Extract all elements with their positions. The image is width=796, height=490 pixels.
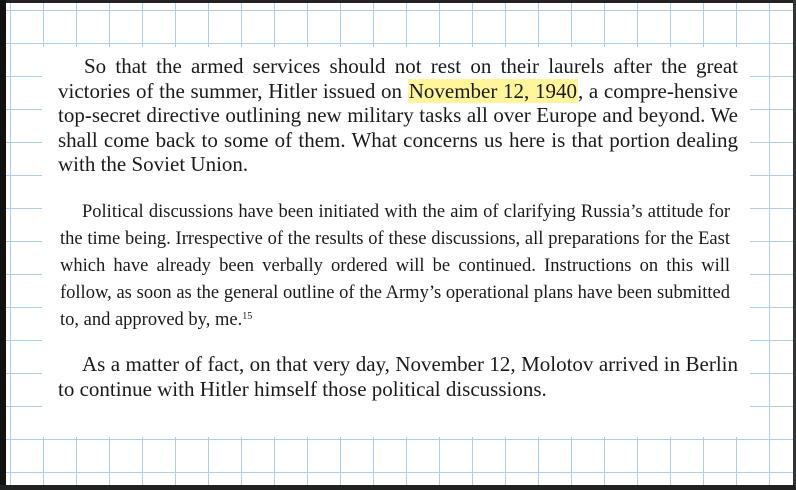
opening-text-continued: , a compre-hensive top-secret directive outlining new military tasks all over Europe and beyond. We shall come back to some of them. What concerns us here is that portion dealing with the Soviet Union. — [58, 78, 738, 176]
scan-border-left — [0, 0, 6, 490]
scan-border-top — [0, 0, 796, 3]
opening-text: So that the armed services should not rest on their laurels after the great victories of the summer, Hitler issued on — [58, 54, 738, 103]
quote-text: Political discussions have been initiated with the aim of clarifying Russia’s attitude for the time being. Irrespective of the results of these discussions, all preparations for the East which have already been verbally ordered will be continued. Instructions on this will follow, as soon as the general outline of the Army’s operational plans have been submitted to, and approved by, me. — [60, 202, 730, 330]
directive-quote — [60, 199, 730, 334]
opening-paragraph — [58, 54, 738, 177]
footnote-marker: 15 — [242, 311, 253, 322]
highlighted-date: November 12, 1940 — [408, 78, 577, 103]
scan-border-bottom — [0, 485, 796, 490]
closing-paragraph: As a matter of fact, on that very day, November 12, Molotov arrived in Berlin to continue with Hitler himself those political discussions. — [58, 352, 738, 401]
